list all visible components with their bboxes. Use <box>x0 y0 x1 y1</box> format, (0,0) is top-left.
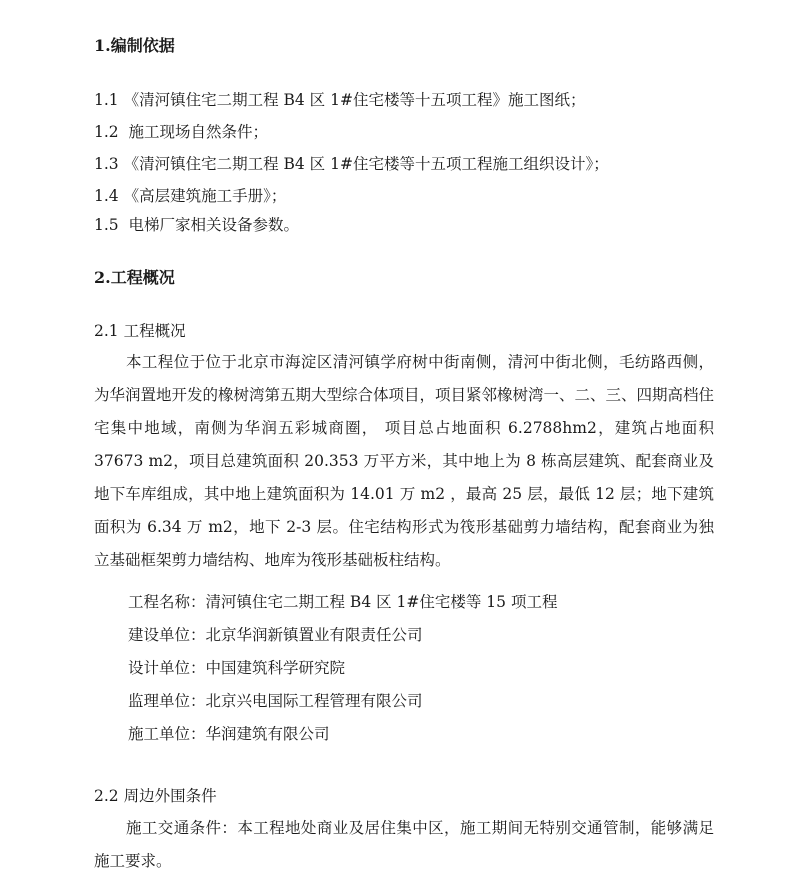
project-info-line: 工程名称：清河镇住宅二期工程 B4 区 1#住宅楼等 15 项工程 <box>128 593 558 611</box>
project-info-line: 施工单位：华润建筑有限公司 <box>128 725 330 743</box>
section-heading: 2.工程概况 <box>94 268 175 287</box>
reference-item: 1.1 《清河镇住宅二期工程 B4 区 1#住宅楼等十五项工程》施工图纸； <box>94 91 586 109</box>
reference-item: 1.2 施工现场自然条件； <box>94 123 269 141</box>
subsection-heading: 2.1 工程概况 <box>94 322 186 340</box>
surrounding-conditions-paragraph: 施工交通条件：本工程地处商业及居住集中区，施工期间无特别交通管制，能够满足施工要求。 <box>94 819 714 870</box>
project-overview-paragraph: 本工程位于位于北京市海淀区清河镇学府树中街南侧，清河中街北侧，毛纺路西侧，为华润置地开发的橡树湾第五期大型综合体项目，项目紧邻橡树湾一、二、三、四期高档住宅集中地域，南侧为华润五彩城商圈， 项目总占地面积 6.2788hm2，建筑占地面积 37673 m2，项目总建筑面积 20.353 万平方米，其中地上为 8 栋高层建筑、配套商业及地下车库组成，其中地上建筑面积为 14.01 万 m2 ，最高 25 层，最低 12 层；地下建筑面积为 6.34 万 m2，地下 2-3 层。住宅结构形式为筏形基础剪力墙结构，配套商业为独立基础框架剪力墙结构、地库为筏形基础板柱结构。 <box>94 353 715 569</box>
project-info-line: 建设单位：北京华润新镇置业有限责任公司 <box>128 626 423 644</box>
reference-item: 1.4 《高层建筑施工手册》； <box>94 187 287 205</box>
project-info-line: 监理单位：北京兴电国际工程管理有限公司 <box>128 692 423 710</box>
project-info-line: 设计单位：中国建筑科学研究院 <box>128 659 346 677</box>
reference-item: 1.3 《清河镇住宅二期工程 B4 区 1#住宅楼等十五项工程施工组织设计》； <box>94 155 609 173</box>
section-heading: 1.编制依据 <box>94 36 175 55</box>
reference-item: 1.5 电梯厂家相关设备参数。 <box>94 216 300 234</box>
subsection-heading: 2.2 周边外围条件 <box>94 787 217 805</box>
